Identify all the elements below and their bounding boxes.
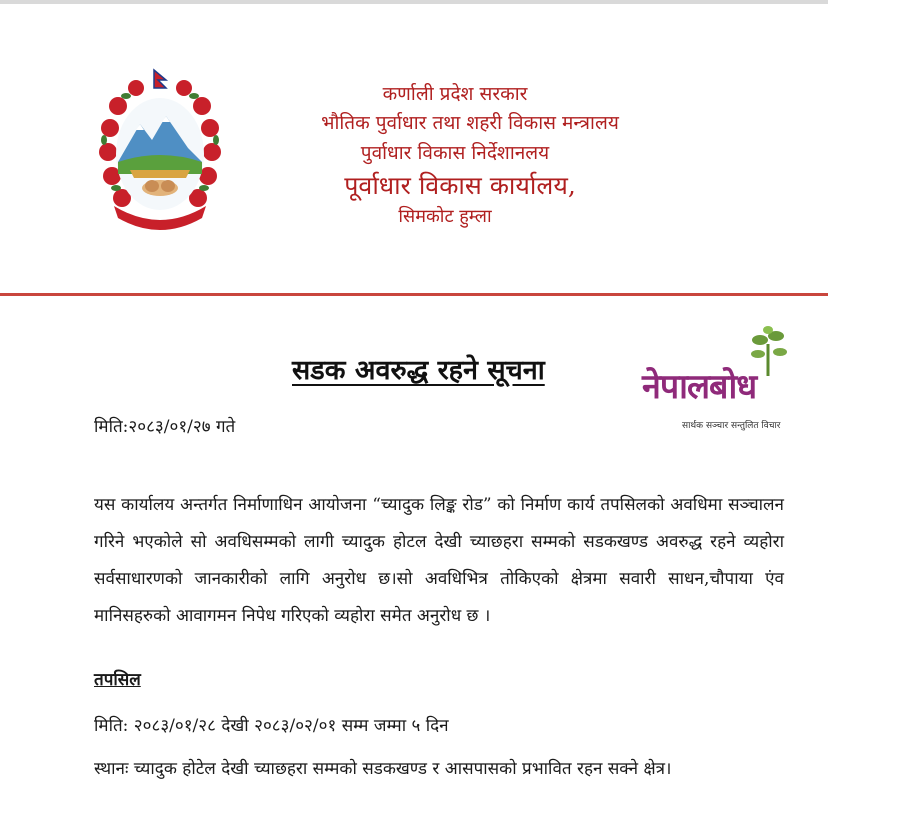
nepal-government-emblem-icon	[96, 66, 224, 236]
notice-date: मिति:२०८३/०१/२७ गते	[94, 417, 236, 437]
logo-tagline: सार्थक सञ्चार सन्तुलित विचार	[682, 421, 781, 431]
logo-wordmark: नेपालबोध	[642, 367, 757, 407]
schedule-date-range: मिति: २०८३/०१/२८ देखी २०८३/०२/०१ सम्म जम्मा ५ दिन	[94, 716, 449, 736]
schedule-place: स्थानः च्यादुक होटेल देखी च्याछहरा सम्मको सडकखण्ड र आसपासको प्रभावित रहन सक्ने क्षेत्र।	[94, 759, 672, 779]
schedule-heading: तपसिल	[94, 670, 141, 690]
office-location: सिमकोट हुम्ला	[398, 206, 492, 228]
province-government: कर्णाली प्रदेश सरकार	[382, 83, 528, 105]
notice-title: सडक अवरुद्ध रहने सूचना	[292, 355, 545, 386]
top-rule	[0, 0, 828, 4]
nepalbodh-logo	[642, 326, 812, 436]
ministry-name: भौतिक पुर्वाधार तथा शहरी विकास मन्त्रालय	[321, 112, 619, 135]
directorate-name: पुर्वाधार विकास निर्देशानलय	[360, 141, 550, 164]
office-name: पूर्वाधार विकास कार्यालय,	[344, 171, 576, 201]
office-heading	[250, 80, 670, 231]
notice-body: यस कार्यालय अन्तर्गत निर्माणाधिन आयोजना “च्यादुक लिङ्क रोड” को निर्माण कार्य तपसिलको अवधिमा सञ्चालन गरिने भएकोले सो अवधिसम्मको लागी च्यादुक होटल देखी च्याछहरा सम्मको सडकखण्ड अवरुद्ध रहने व्यहोरा सर्वसाधारणको जानकारीको लागि अनुरोध छ।सो अवधिभित्र तोकिएको क्षेत्रमा सवारी साधन,चौपाया एंव मानिसहरुको आवागमन निपेध गरिएको व्यहोरा समेत अनुरोध छ ।	[94, 495, 784, 626]
header-divider	[0, 293, 828, 296]
